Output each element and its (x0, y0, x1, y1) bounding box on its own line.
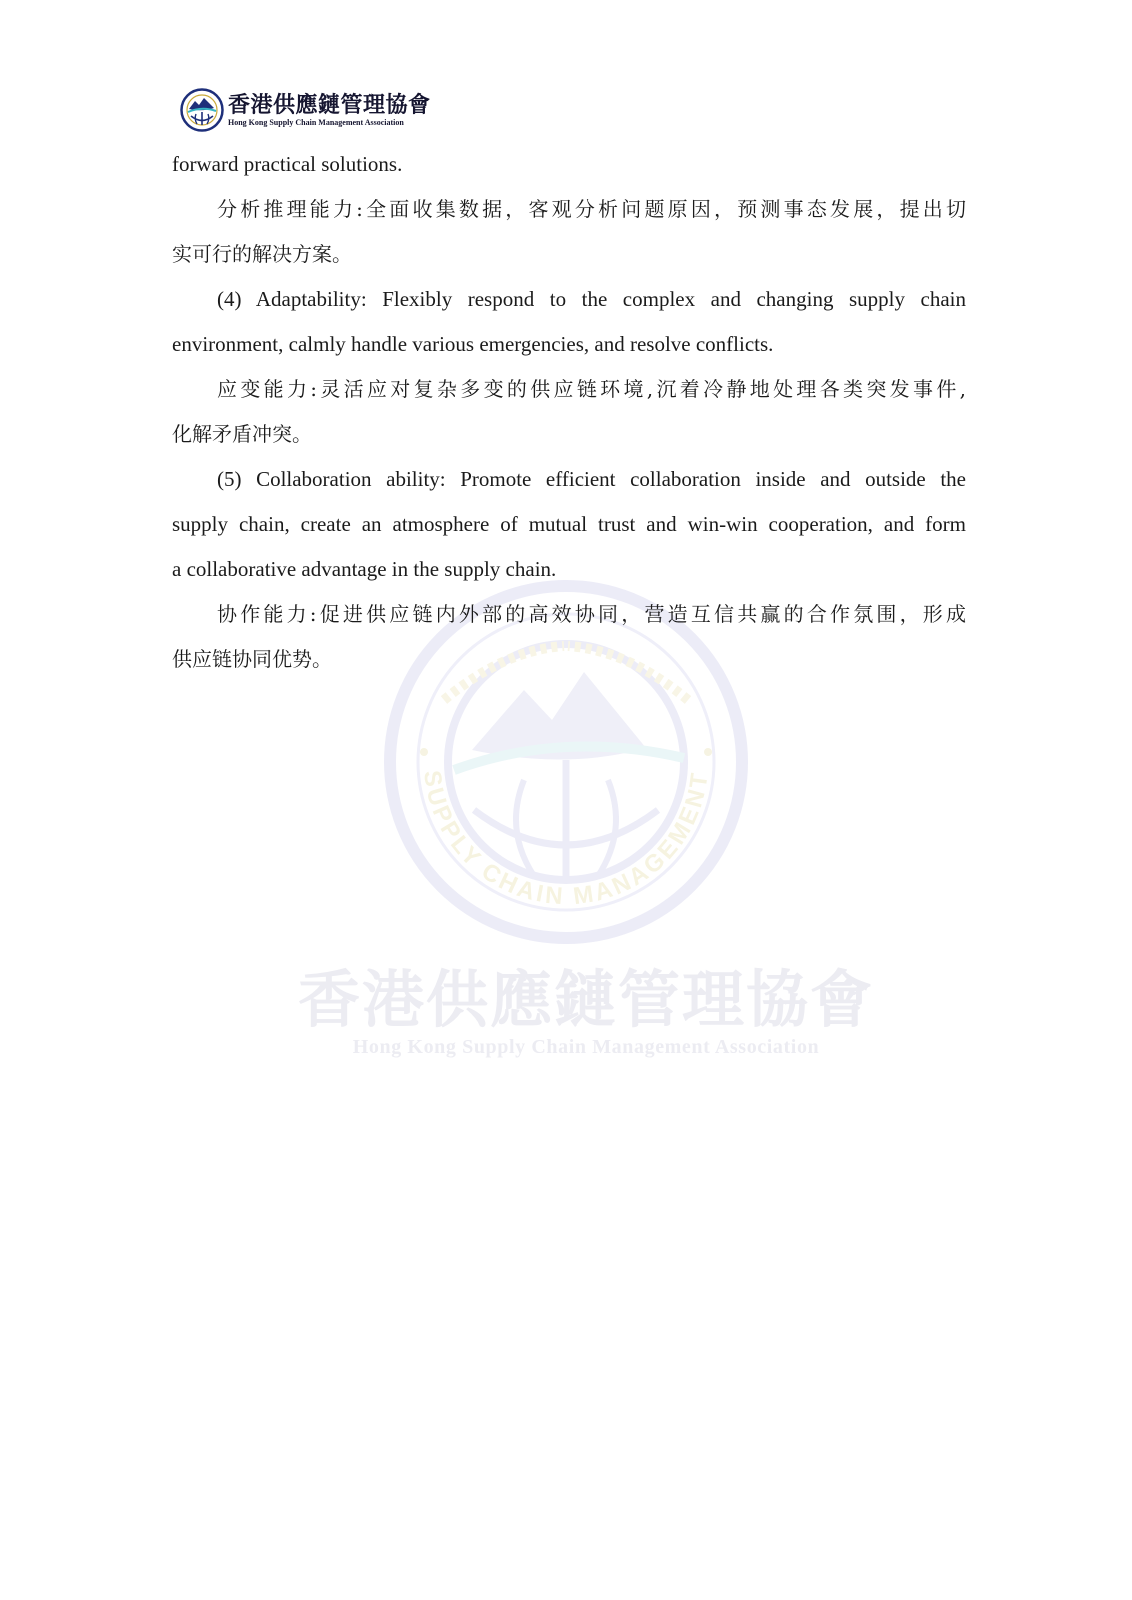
paragraph-line: supply chain, create an atmosphere of mutual trust and win-win cooperation, and form (172, 512, 966, 536)
paragraph-line: (4) Adaptability: Flexibly respond to the complex and changing supply chain (217, 287, 966, 311)
header-logo (180, 88, 431, 132)
paragraph-line: 化解矛盾冲突。 (172, 422, 312, 446)
paragraph-line: forward practical solutions. (172, 152, 403, 176)
logo-title-cn: 香港供應鏈管理協會 (228, 92, 431, 118)
paragraph-line: 分析推理能力:全面收集数据，客观分析问题原因，预测事态发展，提出切 (217, 197, 966, 221)
paragraph-line: environment, calmly handle various emergencies, and resolve conflicts. (172, 332, 774, 356)
watermark-title-en: Hong Kong Supply Chain Management Association (352, 1036, 820, 1058)
paragraph-line: (5) Collaboration ability: Promote efficient collaboration inside and outside the (217, 467, 966, 491)
watermark-title-cn: 香港供應鏈管理協會 (297, 963, 874, 1036)
paragraph-line: 协作能力:促进供应链内外部的高效协同，营造互信共赢的合作氛围，形成 (217, 602, 966, 626)
paragraph-line: 实可行的解决方案。 (172, 242, 352, 266)
logo-title-en: Hong Kong Supply Chain Management Association (228, 117, 404, 127)
association-emblem-icon (180, 88, 224, 132)
paragraph-line: 应变能力:灵活应对复杂多变的供应链环境,沉着冷静地处理各类突发事件, (217, 377, 966, 401)
paragraph-line: 供应链协同优势。 (172, 647, 332, 671)
body-text (172, 142, 966, 682)
paragraph-line: a collaborative advantage in the supply chain. (172, 557, 557, 581)
watermark-ring-text: SUPPLY CHAIN MANAGEMENT (418, 768, 714, 911)
